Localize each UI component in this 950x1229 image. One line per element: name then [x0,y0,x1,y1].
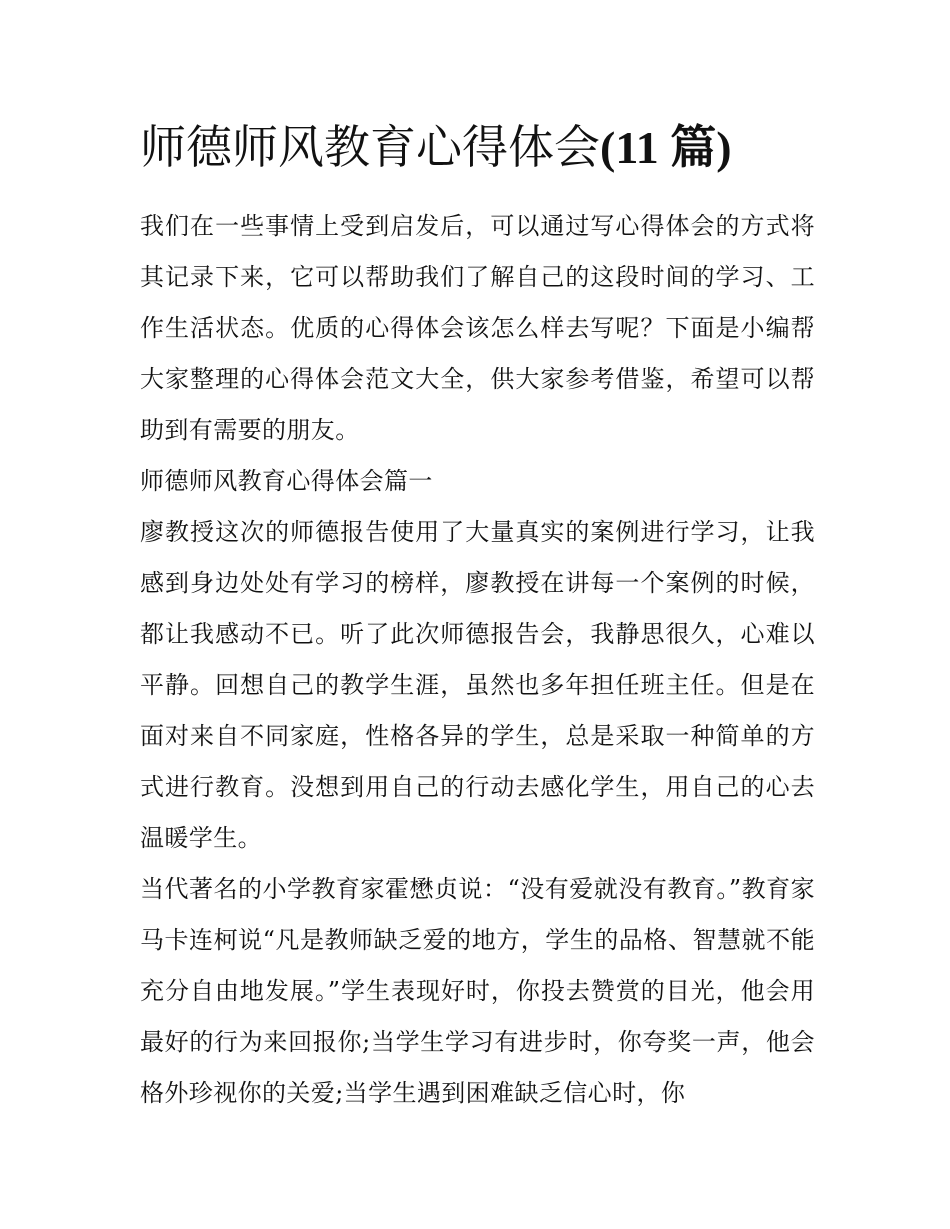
title-text: 师德师风教育心得体会 [140,120,600,174]
body-paragraph-2: 当代著名的小学教育家霍懋贞说：“没有爱就没有教育。”教育家马卡连柯说“凡是教师缺乏爱的地方，学生的品格、智慧就不能充分自由地发展。”学生表现好时，你投去赞赏的目光，他会用最好的行为来回报你;当学生学习有进步时，你夸奖一声，他会格外珍视你的关爱;当学生遇到困难缺乏信心时，你 [140,875,815,1107]
body-paragraph-1: 廖教授这次的师德报告使用了大量真实的案例进行学习，让我感到身边处处有学习的榜样，廖教授在讲每一个案例的时候，都让我感动不已。听了此次师德报告会，我静思很久，心难以平静。回想自己的教学生涯，虽然也多年担任班主任。但是在面对来自不同家庭，性格各异的学生，总是采取一种简单的方式进行教育。没想到用自己的行动去感化学生，用自己的心去温暖学生。 [140,518,815,852]
section-heading: 师德师风教育心得体会篇一 [140,467,433,495]
title-count: (11 篇) [600,122,732,173]
document-content [140,112,815,1119]
intro-paragraph: 我们在一些事情上受到启发后，可以通过写心得体会的方式将其记录下来，它可以帮助我们了解自己的这段时间的学习、工作生活状态。优质的心得体会该怎么样去写呢？下面是小编帮大家整理的心得体会范文大全，供大家参考借鉴，希望可以帮助到有需要的朋友。 [140,212,815,444]
page-title [140,112,815,183]
